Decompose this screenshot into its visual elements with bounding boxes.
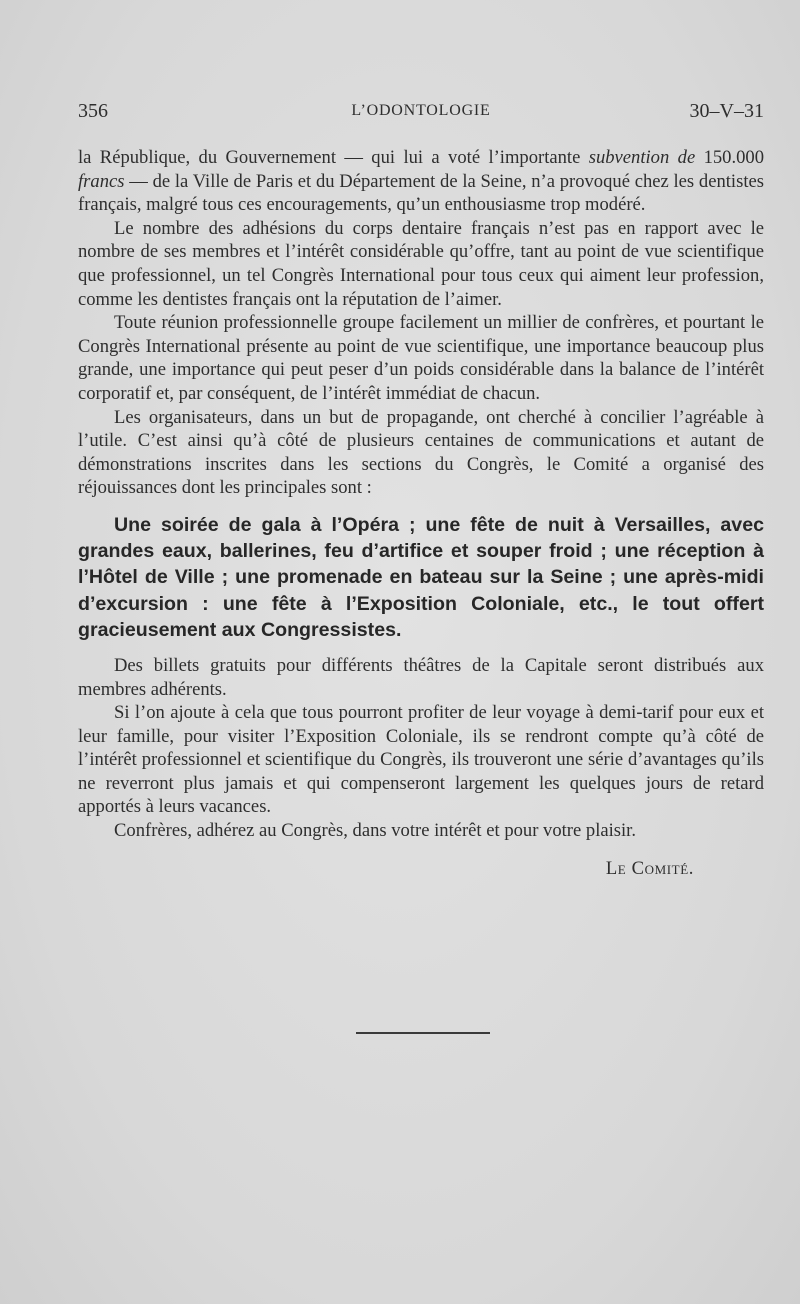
- paragraph: Confrères, adhérez au Congrès, dans votre intérêt et pour votre plaisir.: [114, 820, 636, 842]
- paragraph: Si l’on ajoute à cela que tous pourront profiter de leur voyage à demi-tarif pour eux et leur famille, pour visiter l’Exposition Coloniale, ils se rendront compte qu’à côté de l’intérêt professionnel et scientifique du Congrès, ils trouveront une série d’avantages qu’ils ne reverront plus jamais et qui compenseront largement les quelques jours de retard apportés à leurs vacances.: [78, 702, 764, 818]
- section-divider: [356, 1032, 490, 1034]
- paragraph: Toute réunion professionnelle groupe facilement un millier de confrères, et pourtant le Congrès International présente au point de vue scientifique, une importance beaucoup plus grande, une importance qui peut peser d’un poids considérable dans la balance de l’intérêt corporatif et, par conséquent, de l’intérêt immédiat de chacun.: [78, 312, 764, 404]
- article-body: [78, 146, 764, 880]
- signature: Le Comité.: [605, 857, 694, 879]
- text-run: la République, du Gouvernement — qui lui a voté l’importante: [78, 147, 589, 168]
- running-header: [78, 100, 764, 128]
- text-run: — de la Ville de Paris et du Département de la Seine, n’a provoqué chez les dentistes français, malgré tous ces encouragements, qu’un enthousiasme trop modéré.: [78, 170, 764, 216]
- highlighted-paragraph: Une soirée de gala à l’Opéra ; une fête de nuit à Versailles, avec grandes eaux, ballerines, feu d’artifice et souper froid ; une réception à l’Hôtel de Ville ; une promenade en bateau sur la Seine ; une après-midi d’excursion : une fête à l’Exposition Coloniale, etc., le tout offert gracieusement aux Congressistes.: [78, 513, 764, 641]
- journal-title: L’ODONTOLOGIE: [351, 102, 491, 119]
- paragraph: [78, 146, 764, 217]
- italic-text: subvention de: [588, 147, 696, 168]
- paragraph: Des billets gratuits pour différents théâtres de la Capitale seront distribués aux membres adhérents.: [78, 654, 764, 700]
- issue-date: 30–V–31: [689, 100, 764, 122]
- paragraph: Le nombre des adhésions du corps dentaire français n’est pas en rapport avec le nombre de ses membres et l’intérêt considérable qu’offre, tant au point de vue scientifique que professionnel, un tel Congrès International pour tous ceux qui aiment leur profession, comme les dentistes français ont la réputation de l’aimer.: [78, 217, 764, 310]
- paragraph: Les organisateurs, dans un but de propagande, ont cherché à concilier l’agréable à l’utile. C’est ainsi qu’à côté de plusieurs centaines de communications et autant de démonstrations inscrites dans les sections du Congrès, le Comité a organisé des réjouissances dont les principales sont :: [78, 406, 764, 499]
- text-run: 150.000: [695, 147, 765, 168]
- page-number: 356: [78, 100, 108, 122]
- italic-text: francs: [78, 170, 125, 192]
